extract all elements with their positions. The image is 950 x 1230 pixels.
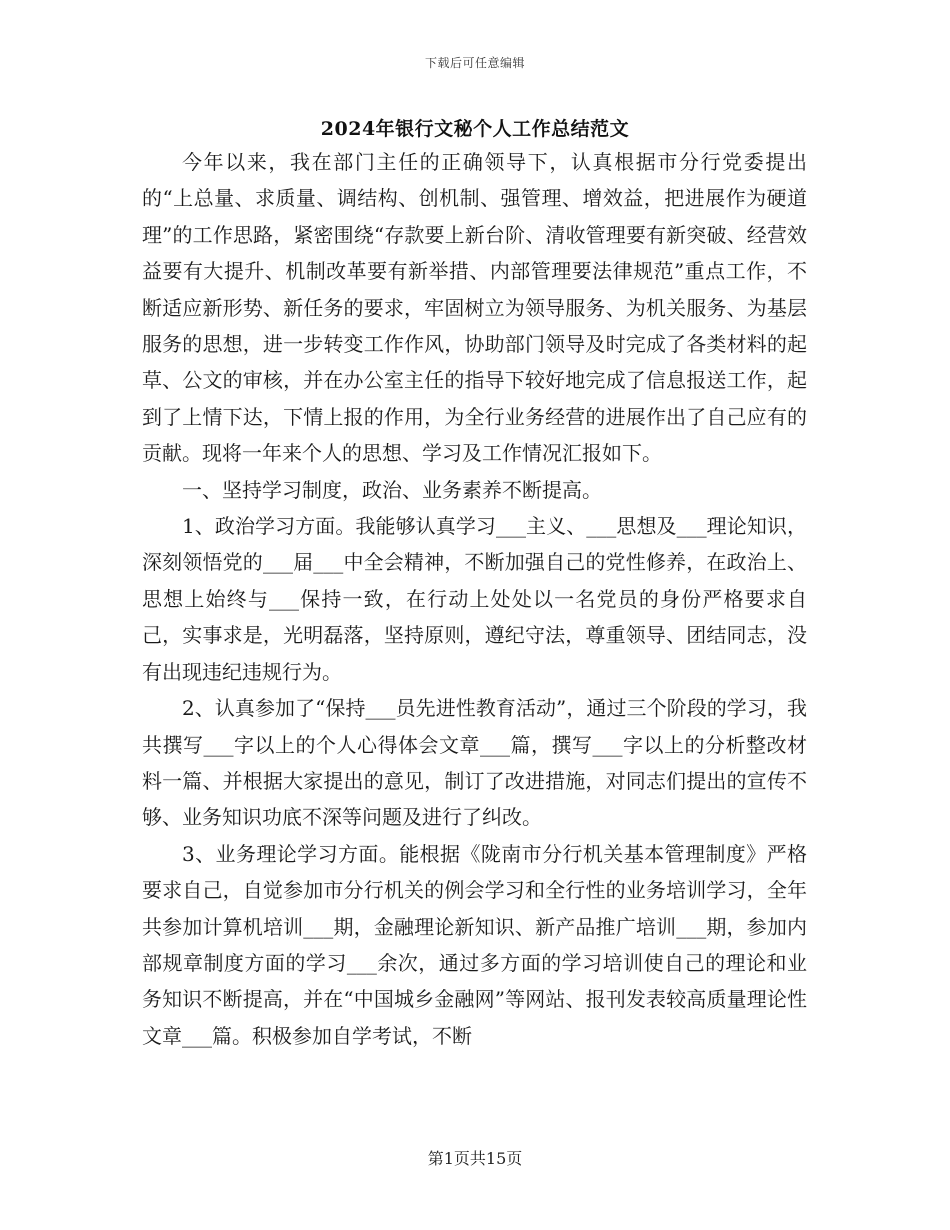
paragraph-item-1: 1、政治学习方面。我能够认真学习___主义、___思想及___理论知识，深刻领悟党的___届___中全会精神，不断加强自己的党性修养，在政治上、思想上始终与___保持一致，在行动上处处以一名党员的身份严格要求自己，实事求是，光明磊落，坚持原则，遵纪守法，尊重领导、团结同志，没有出现违纪违规行为。 [142,514,807,684]
header-note: 下载后可任意编辑 [424,56,525,70]
page-number: 第1页共15页 [427,1149,523,1168]
document-title: 2024年银行文秘个人工作总结范文 [320,118,630,140]
document-body [142,144,807,1054]
paragraph-item-3: 3、业务理论学习方面。能根据《陇南市分行机关基本管理制度》严格要求自己，自觉参加市分行机关的例会学习和全行性的业务培训学习，全年共参加计算机培训___期，金融理论新知识、新产品推广培训___期，参加内部规章制度方面的学习___余次，通过多方面的学习培训使自己的理论和业务知识不断提高，并在“中国城乡金融网”等网站、报刊发表较高质量理论性文章___篇。积极参加自学考试，不断 [142,841,807,1048]
paragraph-item-2: 2、认真参加了“保持___员先进性教育活动”，通过三个阶段的学习，我共撰写___字以上的个人心得体会文章___篇，撰写___字以上的分析整改材料一篇、并根据大家提出的意见，制订了改进措施，对同志们提出的宣传不够、业务知识功底不深等问题及进行了纠改。 [142,696,807,830]
paragraph-section-heading: 一、坚持学习制度，政治、业务素养不断提高。 [182,477,602,502]
paragraph-intro: 今年以来，我在部门主任的正确领导下，认真根据市分行党委提出的“上总量、求质量、调结构、创机制、强管理、增效益，把进展作为硬道理”的工作思路，紧密围绕“存款要上新台阶、清收管理要有新突破、经营效益要有大提升、机制改革要有新举措、内部管理要法律规范”重点工作，不断适应新形势、新任务的要求，牢固树立为领导服务、为机关服务、为基层服务的思想，进一步转变工作作风，协助部门领导及时完成了各类材料的起草、公文的审核，并在办公室主任的指导下较好地完成了信息报送工作，起到了上情下达，下情上报的作用，为全行业务经营的进展作出了自己应有的贡献。现将一年来个人的思想、学习及工作情况汇报如下。 [142,150,807,466]
